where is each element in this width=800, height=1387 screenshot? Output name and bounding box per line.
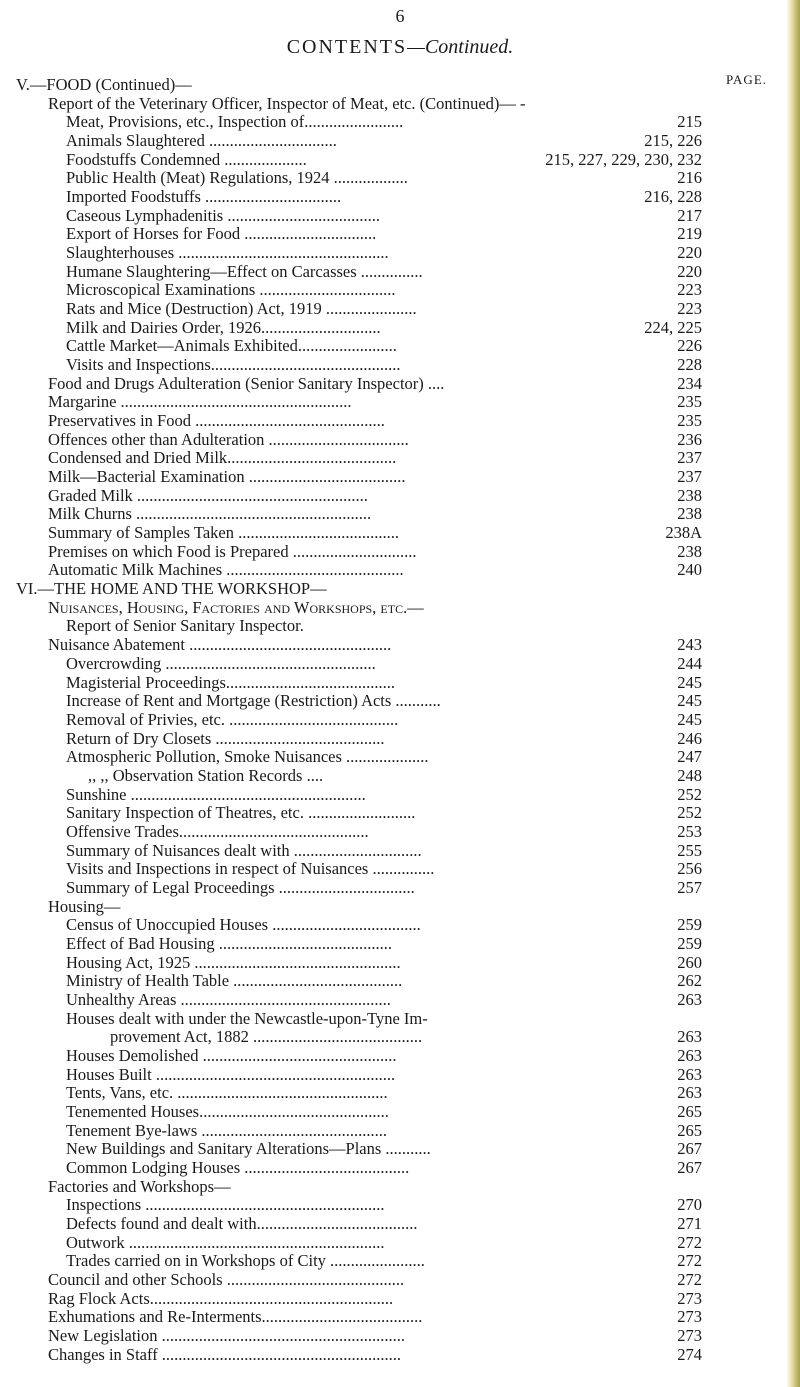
toc-entry xyxy=(0,711,800,730)
toc-entry-label: Factories and Workshops— xyxy=(48,1176,231,1196)
toc-entry-label: Margarine ........................................................ xyxy=(48,392,352,412)
toc-entry xyxy=(0,1084,800,1103)
toc-entry-page: 223 xyxy=(677,280,702,300)
toc-entry xyxy=(0,1196,800,1215)
toc-entry-page: 263 xyxy=(677,1027,702,1047)
toc-entry xyxy=(0,692,800,711)
toc-entry-label: Summary of Samples Taken ....................................... xyxy=(48,523,399,543)
toc-entry-label: Council and other Schools ........................................... xyxy=(48,1270,405,1289)
toc-entry-label: Humane Slaughtering—Effect on Carcasses ............... xyxy=(66,261,423,281)
toc-entry-label: Imported Foodstuffs ................................. xyxy=(66,187,342,207)
toc-entry xyxy=(0,375,800,394)
toc-entry-label: Export of Horses for Food ................................ xyxy=(66,224,377,244)
toc-entry xyxy=(0,412,800,431)
toc-entry xyxy=(0,1159,800,1178)
toc-entry-page: 238 xyxy=(677,541,702,561)
toc-entry xyxy=(0,1271,800,1290)
toc-entry-page: 265 xyxy=(677,1120,702,1140)
toc-entry xyxy=(0,300,800,319)
toc-entry-label: Visits and Inspections in respect of Nuisances ............... xyxy=(66,859,435,879)
toc-entry-page: 220 xyxy=(677,243,702,263)
toc-entry-page: 238 xyxy=(677,485,702,505)
toc-entry-page: 257 xyxy=(677,877,702,897)
toc-entry-label: Automatic Milk Machines ........................................... xyxy=(48,560,404,580)
toc-entry-label: Ministry of Health Table ......................................... xyxy=(66,971,403,991)
toc-entry-page: 217 xyxy=(677,205,702,225)
toc-entry-label: Milk—Bacterial Examination ...................................... xyxy=(48,467,406,487)
toc-entry xyxy=(0,225,800,244)
toc-entry-page: 255 xyxy=(677,840,702,860)
toc-entry-page: 244 xyxy=(677,653,702,673)
toc-entry xyxy=(0,860,800,879)
toc-entry-page: 256 xyxy=(677,859,702,879)
toc-entry-label: Milk Churns ......................................................... xyxy=(48,504,372,524)
toc-entry-page: 274 xyxy=(677,1344,702,1364)
toc-entry-label: Report of the Veterinary Officer, Inspector of Meat, etc. (Continued)— - xyxy=(48,93,526,113)
toc-entry-page: 237 xyxy=(677,467,702,487)
toc-entry-page: 263 xyxy=(677,989,702,1009)
toc-entry-page: 216, 228 xyxy=(644,187,702,207)
toc-entry xyxy=(0,823,800,842)
toc-entry-page: 215 xyxy=(677,112,702,132)
toc-entry-label: Sanitary Inspection of Theatres, etc. .......................... xyxy=(66,803,416,823)
toc-entry-label: Caseous Lymphadenitis ..................................... xyxy=(66,205,380,225)
toc-entry xyxy=(0,599,800,618)
page-column-label: PAGE. xyxy=(726,72,768,87)
toc-entry-page: 259 xyxy=(677,915,702,935)
toc-entry-page: 263 xyxy=(677,1064,702,1084)
toc-entry-label: Houses Demolished ............................................... xyxy=(66,1045,397,1065)
toc-entry-page: 220 xyxy=(677,261,702,281)
toc-entry xyxy=(0,1066,800,1085)
toc-entry-page: 252 xyxy=(677,784,702,804)
toc-entry-page: 273 xyxy=(677,1307,702,1327)
toc-entry xyxy=(0,972,800,991)
toc-entry xyxy=(0,207,800,226)
toc-entry-page: 228 xyxy=(677,355,702,375)
toc-entry-label: Tents, Vans, etc. ................................................... xyxy=(66,1083,388,1103)
toc-entry-label: VI.—THE HOME AND THE WORKSHOP— xyxy=(16,579,327,599)
toc-entry xyxy=(0,954,800,973)
toc-entry xyxy=(0,991,800,1010)
toc-entry-label: Condensed and Dried Milk......................................... xyxy=(48,448,397,468)
toc-entry xyxy=(0,1290,800,1309)
toc-entry-label: Houses Built .......................................................... xyxy=(66,1064,396,1084)
toc-entry xyxy=(0,95,800,114)
toc-entry xyxy=(0,1028,800,1047)
toc-entry-page: 252 xyxy=(677,803,702,823)
toc-entry xyxy=(0,767,800,786)
toc-entry-label: Cattle Market—Animals Exhibited........................ xyxy=(66,336,397,356)
toc-entry-page: 245 xyxy=(677,709,702,729)
title-main: CONTENTS xyxy=(286,36,408,58)
toc-entry xyxy=(0,674,800,693)
toc-entry xyxy=(0,730,800,749)
title-suffix: —Continued. xyxy=(407,36,514,58)
toc-entry-label: Housing Act, 1925 .................................................. xyxy=(66,952,401,972)
toc-entry-label: Food and Drugs Adulteration (Senior Sanitary Inspector) .... xyxy=(48,373,445,393)
toc-entry xyxy=(0,1010,800,1029)
toc-entry xyxy=(0,449,800,468)
toc-entry-page: 245 xyxy=(677,672,702,692)
toc-entry-label: Preservatives in Food .............................................. xyxy=(48,411,385,431)
toc-entry-label: Defects found and dealt with....................................... xyxy=(66,1213,418,1233)
toc-entry-page: 215, 227, 229, 230, 232 xyxy=(545,149,702,169)
toc-entry-label: Offences other than Adulteration .................................. xyxy=(48,429,409,449)
toc-entry-label: Nuisances, Housing, Factories and Workshops, etc.— xyxy=(48,597,424,617)
toc-entry-label: Rats and Mice (Destruction) Act, 1919 ...................... xyxy=(66,299,417,319)
toc-entry-label: Nuisance Abatement ................................................. xyxy=(48,635,392,655)
page-number: 6 xyxy=(395,6,405,26)
toc-entry xyxy=(0,244,800,263)
toc-entry-label: Graded Milk ........................................................ xyxy=(48,485,368,505)
toc-entry-label: Sunshine ......................................................... xyxy=(66,784,366,804)
toc-entry-label: Summary of Legal Proceedings ................................. xyxy=(66,877,415,897)
toc-entry xyxy=(0,1103,800,1122)
toc-section-heading xyxy=(0,580,800,599)
toc-entry xyxy=(0,898,800,917)
toc-entry xyxy=(0,1327,800,1346)
toc-entry xyxy=(0,524,800,543)
toc-entry-page: 272 xyxy=(677,1270,702,1289)
toc-entry-page: 226 xyxy=(677,336,702,356)
toc-entry-page: 247 xyxy=(677,747,702,767)
toc-entry-page: 224, 225 xyxy=(644,317,702,337)
toc-entry-label: ,, ,, Observation Station Records .... xyxy=(88,765,324,785)
toc-entry xyxy=(0,468,800,487)
toc-entry xyxy=(0,188,800,207)
toc-entry-label: Unhealthy Areas ................................................... xyxy=(66,989,391,1009)
toc-entry-page: 273 xyxy=(677,1288,702,1308)
toc-entry-page: 236 xyxy=(677,429,702,449)
toc-entry-page: 246 xyxy=(677,728,702,748)
toc-entry-page: 235 xyxy=(677,392,702,412)
toc-entry-label: Slaughterhouses ................................................... xyxy=(66,243,389,263)
page-edge-shadow xyxy=(786,0,800,1387)
toc-entry xyxy=(0,1047,800,1066)
toc-entry-page: 238A xyxy=(665,523,702,543)
toc-entry-page: 216 xyxy=(677,168,702,188)
toc-entry-page: 263 xyxy=(677,1083,702,1103)
toc-entry-label: Changes in Staff .......................................................... xyxy=(48,1344,402,1364)
toc-entry-label: Overcrowding ................................................... xyxy=(66,653,376,673)
toc-entry-label: Atmospheric Pollution, Smoke Nuisances .................... xyxy=(66,747,429,767)
toc-entry-page: 248 xyxy=(677,765,702,785)
toc-entry-page: 267 xyxy=(677,1139,702,1159)
toc-entry-page: 265 xyxy=(677,1101,702,1121)
toc-entry xyxy=(0,487,800,506)
toc-entry-label: provement Act, 1882 ......................................... xyxy=(110,1027,423,1047)
toc-entry-page: 262 xyxy=(677,971,702,991)
toc-entry-page: 273 xyxy=(677,1326,702,1346)
toc-entry xyxy=(0,113,800,132)
toc-entry xyxy=(0,1308,800,1327)
toc-entry-page: 260 xyxy=(677,952,702,972)
toc-entry-label: Animals Slaughtered ............................... xyxy=(66,131,337,151)
toc-entry xyxy=(0,132,800,151)
toc-entry-page: 215, 226 xyxy=(644,131,702,151)
table-of-contents xyxy=(0,76,800,1364)
toc-entry-label: Return of Dry Closets ......................................... xyxy=(66,728,385,748)
toc-entry xyxy=(0,1215,800,1234)
toc-entry-label: Effect of Bad Housing .......................................... xyxy=(66,933,392,953)
toc-entry xyxy=(0,1140,800,1159)
toc-entry xyxy=(0,617,800,636)
toc-entry xyxy=(0,1234,800,1253)
toc-entry-page: 223 xyxy=(677,299,702,319)
toc-entry-page: 263 xyxy=(677,1045,702,1065)
toc-entry-label: Magisterial Proceedings......................................... xyxy=(66,672,396,692)
toc-entry-label: Houses dealt with under the Newcastle-upon-Tyne Im- xyxy=(66,1008,428,1028)
toc-entry-label: Foodstuffs Condemned .................... xyxy=(66,149,307,169)
toc-entry-page: 272 xyxy=(677,1251,702,1271)
toc-entry-page: 219 xyxy=(677,224,702,244)
toc-entry xyxy=(0,842,800,861)
toc-entry-page: 238 xyxy=(677,504,702,524)
toc-entry-label: Trades carried on in Workshops of City ....................... xyxy=(66,1251,425,1271)
toc-entry-label: Visits and Inspections.............................................. xyxy=(66,355,401,375)
toc-entry xyxy=(0,505,800,524)
toc-entry-label: Tenement Bye-laws ............................................. xyxy=(66,1120,388,1140)
toc-entry xyxy=(0,431,800,450)
toc-entry-page: 237 xyxy=(677,448,702,468)
toc-entry-page: 267 xyxy=(677,1157,702,1177)
toc-entry-label: Outwork .............................................................. xyxy=(66,1232,385,1252)
toc-entry xyxy=(0,337,800,356)
toc-entry xyxy=(0,1122,800,1141)
toc-entry xyxy=(0,1252,800,1271)
toc-entry-page: 270 xyxy=(677,1195,702,1215)
toc-entry-page: 271 xyxy=(677,1213,702,1233)
toc-entry-page: 253 xyxy=(677,821,702,841)
toc-entry-page: 243 xyxy=(677,635,702,655)
toc-entry-label: Meat, Provisions, etc., Inspection of........................ xyxy=(66,112,404,132)
toc-section-heading xyxy=(0,76,800,95)
toc-entry xyxy=(0,655,800,674)
toc-entry-page: 240 xyxy=(677,560,702,580)
toc-entry-label: Microscopical Examinations ................................. xyxy=(66,280,396,300)
toc-entry xyxy=(0,543,800,562)
toc-entry-label: Offensive Trades.............................................. xyxy=(66,821,369,841)
toc-entry xyxy=(0,916,800,935)
toc-entry-page: 235 xyxy=(677,411,702,431)
toc-entry xyxy=(0,879,800,898)
toc-entry xyxy=(0,281,800,300)
toc-entry xyxy=(0,151,800,170)
toc-entry xyxy=(0,636,800,655)
toc-entry-label: New Buildings and Sanitary Alterations—Plans ........... xyxy=(66,1139,431,1159)
toc-entry xyxy=(0,561,800,580)
toc-entry xyxy=(0,1178,800,1197)
toc-entry xyxy=(0,356,800,375)
page-title xyxy=(0,36,800,59)
toc-entry-page: 259 xyxy=(677,933,702,953)
toc-entry xyxy=(0,263,800,282)
toc-entry-label: Removal of Privies, etc. ......................................... xyxy=(66,709,399,729)
toc-entry xyxy=(0,169,800,188)
toc-entry-label: V.—FOOD (Continued)— xyxy=(16,75,192,94)
toc-entry-page: 245 xyxy=(677,691,702,711)
toc-entry-label: Report of Senior Sanitary Inspector. xyxy=(66,616,304,636)
toc-entry-label: Common Lodging Houses ........................................ xyxy=(66,1157,410,1177)
toc-entry-label: New Legislation ........................................................... xyxy=(48,1326,406,1346)
toc-entry xyxy=(0,1346,800,1365)
toc-entry xyxy=(0,319,800,338)
toc-entry-label: Exhumations and Re-Interments....................................... xyxy=(48,1307,423,1327)
toc-entry xyxy=(0,786,800,805)
toc-entry-label: Summary of Nuisances dealt with ............................... xyxy=(66,840,422,860)
toc-entry-label: Tenemented Houses.............................................. xyxy=(66,1101,389,1121)
toc-entry xyxy=(0,804,800,823)
toc-entry-page: 234 xyxy=(677,373,702,393)
toc-entry-label: Milk and Dairies Order, 1926............................. xyxy=(66,317,381,337)
toc-entry-label: Public Health (Meat) Regulations, 1924 .................. xyxy=(66,168,408,188)
toc-entry-label: Census of Unoccupied Houses .................................... xyxy=(66,915,421,935)
toc-entry-page: 272 xyxy=(677,1232,702,1252)
toc-entry xyxy=(0,393,800,412)
toc-entry xyxy=(0,935,800,954)
toc-entry-label: Rag Flock Acts........................................................... xyxy=(48,1288,394,1308)
toc-entry-label: Increase of Rent and Mortgage (Restriction) Acts ........... xyxy=(66,691,441,711)
toc-entry xyxy=(0,748,800,767)
toc-entry-label: Inspections .......................................................... xyxy=(66,1195,385,1215)
toc-entry-label: Premises on which Food is Prepared .............................. xyxy=(48,541,417,561)
toc-entry-label: Housing— xyxy=(48,896,121,916)
